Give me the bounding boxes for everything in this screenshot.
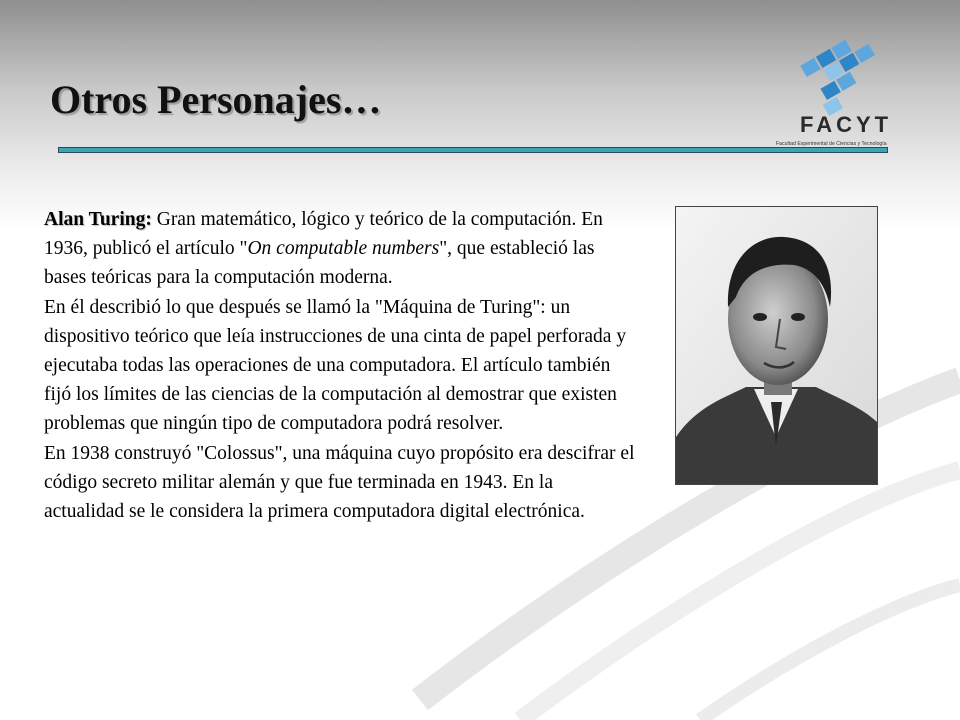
paragraph-intro xyxy=(44,205,636,293)
intro-tail: ", que estableció las bases teóricas para la computación moderna. xyxy=(44,238,595,289)
portrait-photo xyxy=(675,206,878,485)
title-underline xyxy=(58,147,888,153)
portrait-illustration xyxy=(676,207,877,484)
article-title: On computable numbers xyxy=(247,238,440,260)
name-separator: : xyxy=(145,209,157,230)
paragraph-colossus: En 1938 construyó "Colossus", una máquina cuyo propósito era descifrar el código secreto militar alemán y que fue terminada en 1943. En la actualidad se le considera la primera computadora digital electrónica. xyxy=(44,442,635,523)
facyt-logo-graphic xyxy=(772,24,932,150)
intro-text: Gran matemático, lógico y teórico de la computación. En 1936, publicó el artículo " xyxy=(44,209,603,260)
slide-title: Otros Personajes… xyxy=(50,77,382,122)
facyt-logo xyxy=(772,24,932,150)
turing-description xyxy=(44,205,636,526)
svg-text:Facultad Experimental de Cienc: Facultad Experimental de Ciencias y Tecnología xyxy=(776,141,887,147)
person-name: Alan Turing xyxy=(44,209,146,230)
paragraph-machine: En él describió lo que después se llamó la "Máquina de Turing": un dispositivo teórico que leía instrucciones de una cinta de papel perforada y ejecutaba todas las operaciones de una computadora. El artículo también fijó los límites de las ciencias de la computación al demostrar que existen problemas que ningún tipo de computadora podrá resolver. xyxy=(44,296,627,435)
svg-text:FACYT: FACYT xyxy=(800,112,893,137)
